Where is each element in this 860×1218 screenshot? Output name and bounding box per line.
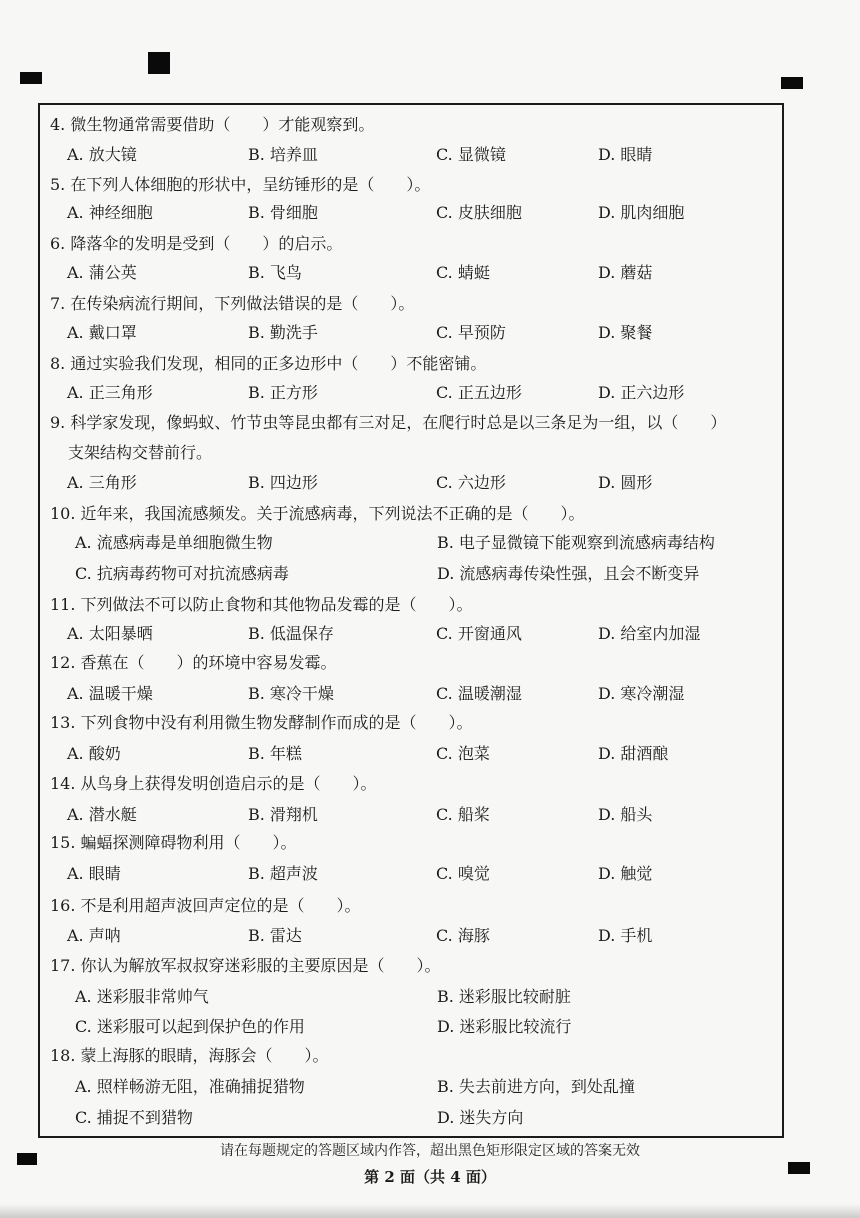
question-stem: 5. 在下列人体细胞的形状中，呈纺锤形的是（ ）。 [50,175,431,194]
answer-area-notice: 请在每题规定的答题区域内作答，超出黑色矩形限定区域的答案无效 [220,1143,640,1159]
option-c: C. 蜻蜓 [436,263,490,282]
option-d: D. 甜酒酿 [598,744,669,763]
option-c: C. 泡菜 [436,744,490,763]
option-d: D. 手机 [598,926,653,945]
question-stem: 9. 科学家发现，像蚂蚁、竹节虫等昆虫都有三对足，在爬行时总是以三条足为一组，以（ ） [50,413,727,432]
option-b: B. 正方形 [248,383,318,402]
option-b: B. 培养皿 [248,145,318,164]
option-d: D. 流感病毒传染性强，且会不断变异 [437,564,700,583]
question-stem: 11. 下列做法不可以防止食物和其他物品发霉的是（ ）。 [50,595,473,614]
option-d: D. 正六边形 [598,383,685,402]
question-stem: 18. 蒙上海豚的眼睛，海豚会（ ）。 [50,1046,329,1065]
option-b: B. 电子显微镜下能观察到流感病毒结构 [437,533,715,552]
option-b: B. 飞鸟 [248,263,302,282]
option-c: C. 六边形 [436,473,506,492]
question-stem: 6. 降落伞的发明是受到（ ）的启示。 [50,234,343,253]
option-d: D. 船头 [598,805,653,824]
question-stem: 14. 从鸟身上获得发明创造启示的是（ ）。 [50,774,377,793]
option-a: A. 太阳暴晒 [67,624,153,643]
option-c: C. 嗅觉 [436,864,490,883]
option-d: D. 迷失方向 [437,1108,524,1127]
option-b: B. 骨细胞 [248,203,318,222]
option-a: A. 三角形 [67,473,137,492]
page-number: 第 2 面（共 4 面） [364,1168,496,1186]
option-a: A. 戴口罩 [67,323,137,342]
option-a: A. 放大镜 [67,145,137,164]
question-stem: 13. 下列食物中没有利用微生物发酵制作而成的是（ ）。 [50,713,473,732]
option-b: B. 滑翔机 [248,805,318,824]
option-b: B. 迷彩服比较耐脏 [437,987,571,1006]
option-c: C. 开窗通风 [436,624,522,643]
option-b: B. 四边形 [248,473,318,492]
option-a: A. 正三角形 [67,383,153,402]
option-b: B. 雷达 [248,926,302,945]
answer-area-border [38,103,784,1138]
option-a: A. 酸奶 [67,744,121,763]
question-stem: 15. 蝙蝠探测障碍物利用（ ）。 [50,833,297,852]
option-c: C. 皮肤细胞 [436,203,522,222]
option-c: C. 海豚 [436,926,490,945]
question-stem: 12. 香蕉在（ ）的环境中容易发霉。 [50,653,337,672]
question-stem: 17. 你认为解放军叔叔穿迷彩服的主要原因是（ ）。 [50,956,441,975]
option-d: D. 迷彩服比较流行 [437,1017,572,1036]
option-d: D. 蘑菇 [598,263,653,282]
question-stem: 4. 微生物通常需要借助（ ）才能观察到。 [50,115,375,134]
option-d: D. 触觉 [598,864,653,883]
question-stem: 10. 近年来，我国流感频发。关于流感病毒，下列说法不正确的是（ ）。 [50,504,585,523]
option-d: D. 给室内加湿 [598,624,701,643]
question-stem: 16. 不是利用超声波回声定位的是（ ）。 [50,896,361,915]
option-a: A. 潜水艇 [67,805,137,824]
option-b: B. 低温保存 [248,624,334,643]
registration-mark-top-center [148,52,170,74]
option-a: A. 迷彩服非常帅气 [75,987,209,1006]
option-c: C. 早预防 [436,323,506,342]
option-c: C. 迷彩服可以起到保护色的作用 [75,1017,305,1036]
option-c: C. 船桨 [436,805,490,824]
option-d: D. 圆形 [598,473,653,492]
question-stem: 7. 在传染病流行期间，下列做法错误的是（ ）。 [50,294,415,313]
option-c: C. 抗病毒药物可对抗流感病毒 [75,564,289,583]
option-d: D. 眼睛 [598,145,653,164]
option-d: D. 聚餐 [598,323,653,342]
option-d: D. 肌肉细胞 [598,203,685,222]
option-a: A. 神经细胞 [67,203,153,222]
question-stem: 8. 通过实验我们发现，相同的正多边形中（ ）不能密铺。 [50,354,487,373]
option-c: C. 温暖潮湿 [436,684,522,703]
option-c: C. 显微镜 [436,145,506,164]
option-b: B. 超声波 [248,864,318,883]
option-a: A. 温暖干燥 [67,684,153,703]
option-b: B. 失去前进方向，到处乱撞 [437,1077,635,1096]
option-b: B. 年糕 [248,744,302,763]
option-a: A. 照样畅游无阻，准确捕捉猎物 [75,1077,305,1096]
option-c: C. 捕捉不到猎物 [75,1108,193,1127]
registration-mark-top-right [781,77,803,89]
scan-edge-shadow [0,1204,860,1218]
option-c: C. 正五边形 [436,383,522,402]
option-b: B. 勤洗手 [248,323,318,342]
option-a: A. 眼睛 [67,864,121,883]
question-stem: 支架结构交替前行。 [68,443,213,462]
option-d: D. 寒冷潮湿 [598,684,685,703]
option-b: B. 寒冷干燥 [248,684,334,703]
registration-mark-top-left [20,72,42,84]
option-a: A. 声呐 [67,926,121,945]
option-a: A. 蒲公英 [67,263,137,282]
option-a: A. 流感病毒是单细胞微生物 [75,533,273,552]
